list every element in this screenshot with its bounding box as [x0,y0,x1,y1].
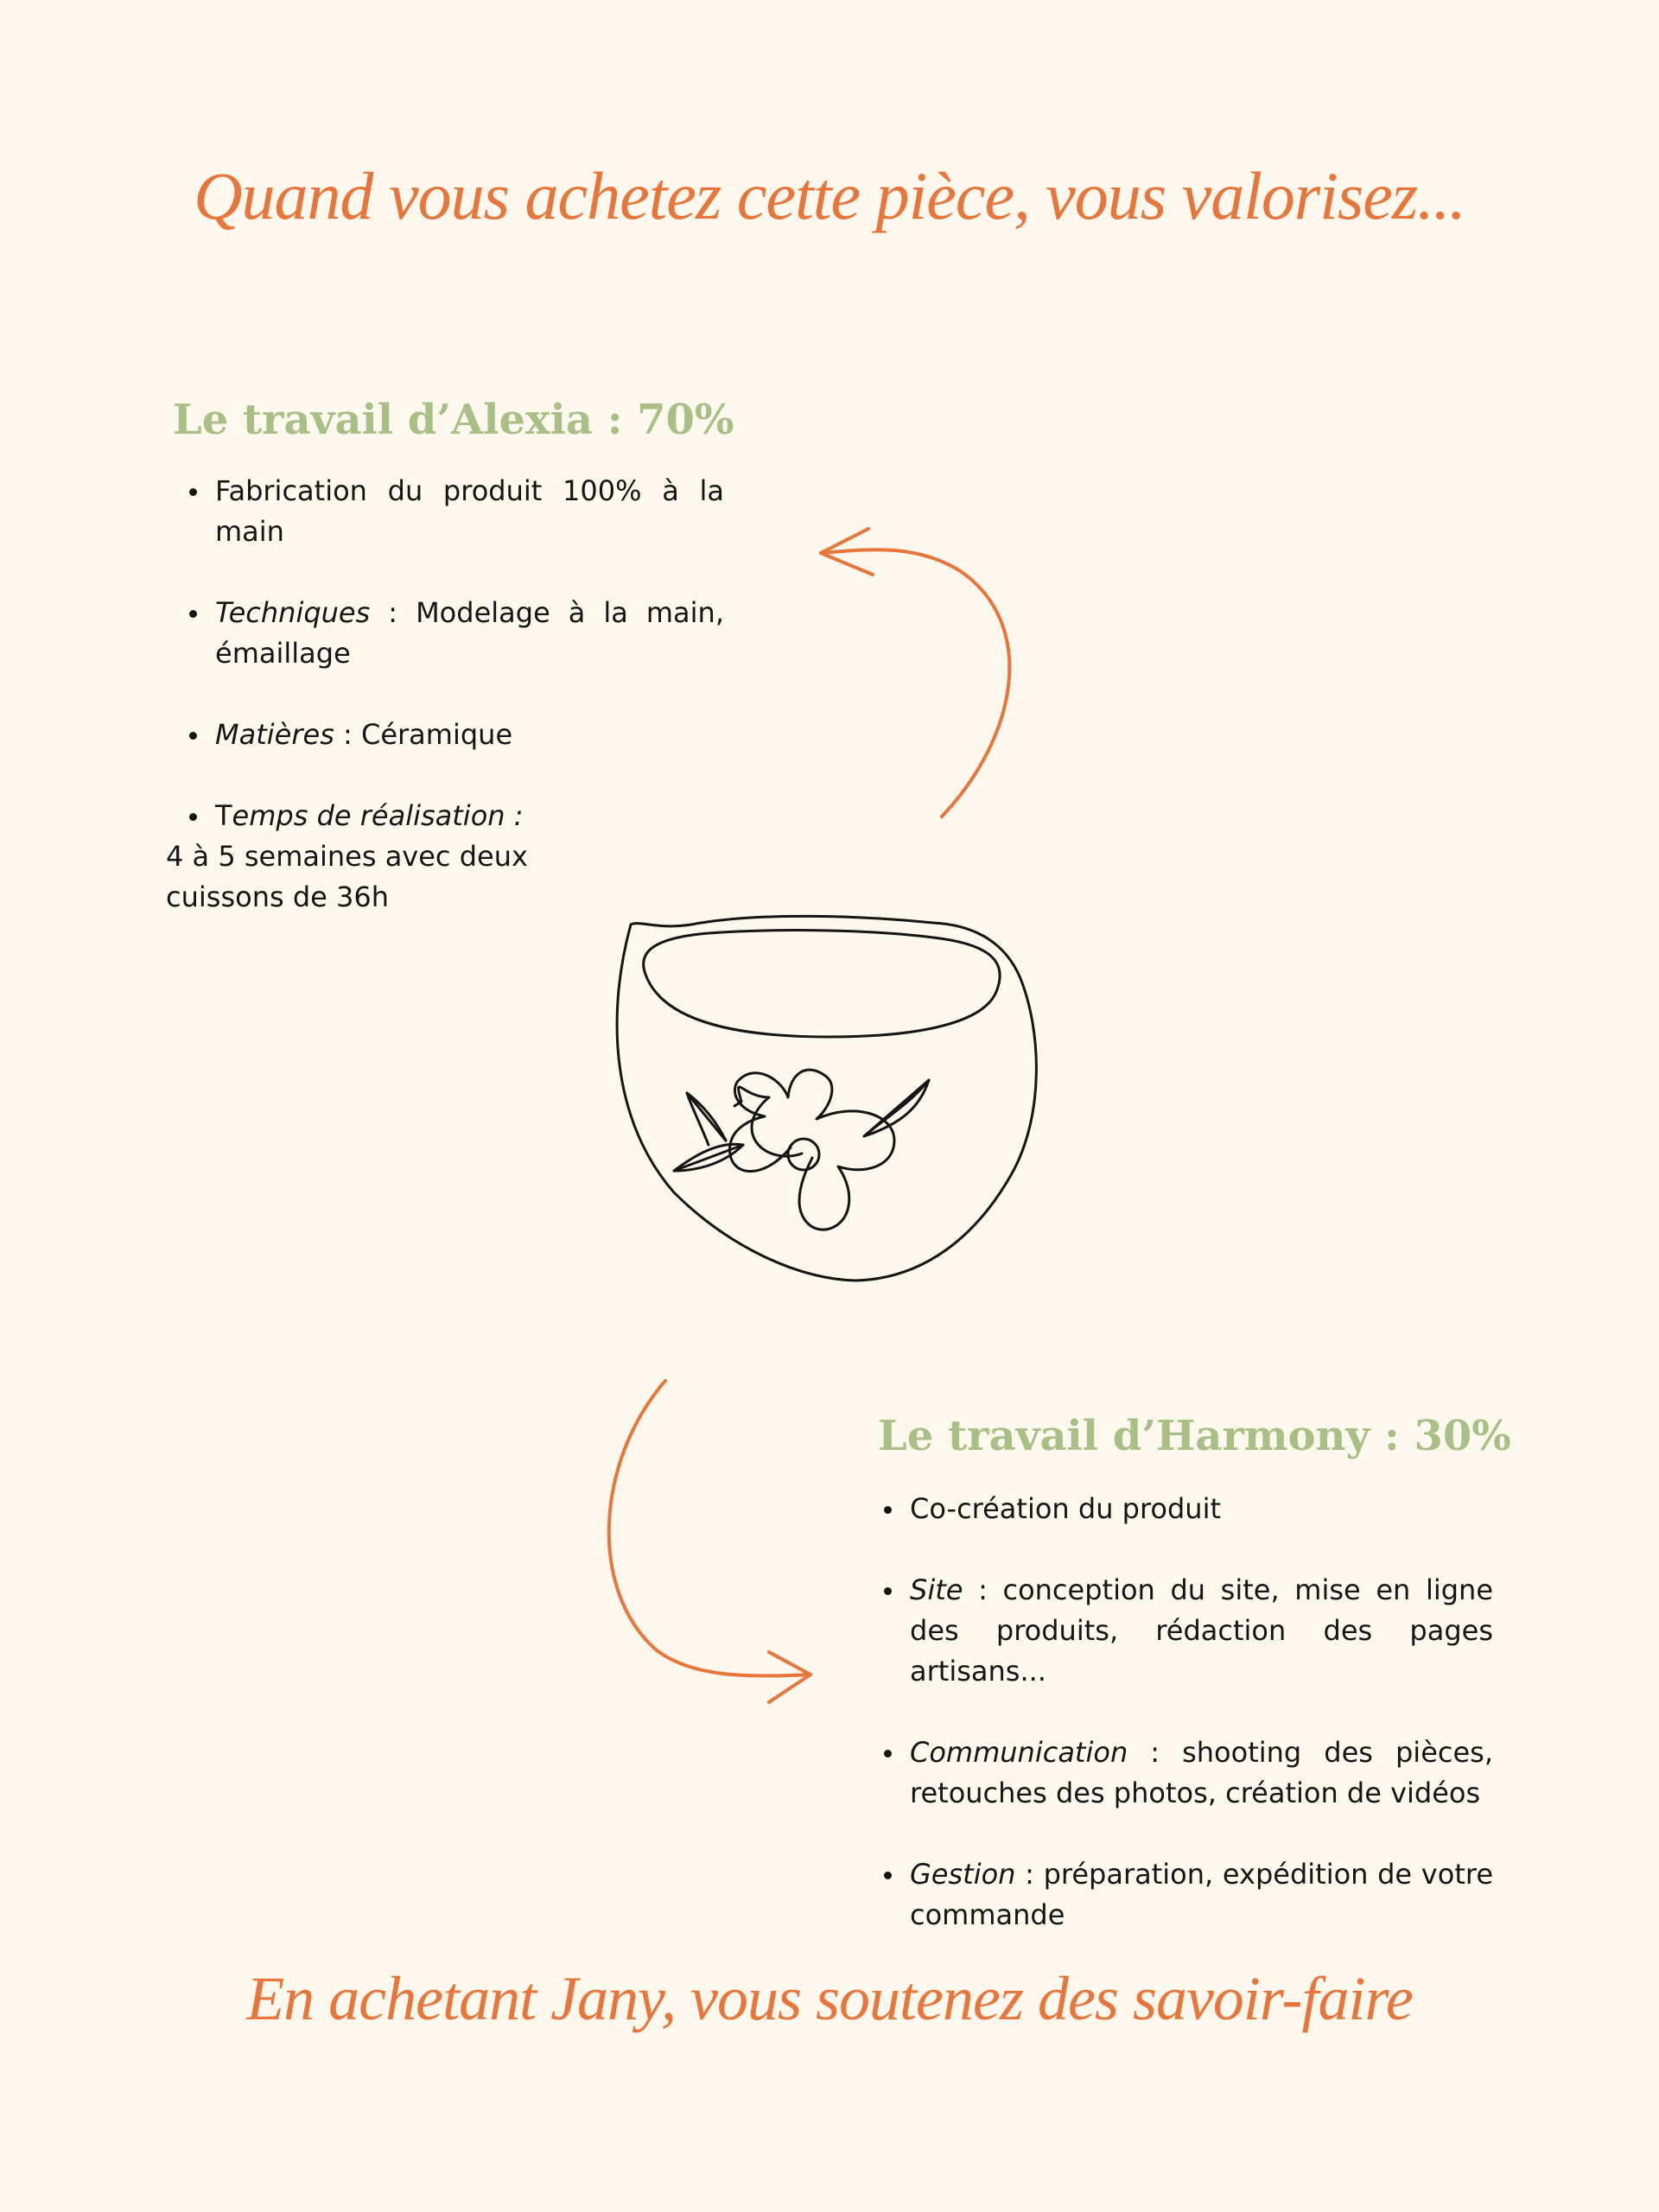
list-item: Techniques : Modelage à la main, émaillage [173,593,724,674]
page-title: Quand vous achetez cette pièce, vous valorisez... [194,158,1465,233]
harmony-heading: Le travail d’Harmony : 30% [878,1412,1511,1460]
list-item: Fabrication du produit 100% à la main [173,471,724,552]
list-item: Communication : shooting des pièces, retouches des photos, création de vidéos [868,1732,1493,1814]
alexia-heading: Le travail d’Alexia : 70% [173,396,734,444]
list-item: Matières : Céramique [173,715,724,755]
list-item: Gestion : préparation, expédition de votre commande [868,1854,1493,1936]
bowl-with-flower-icon [617,916,1036,1281]
list-item: Temps de réalisation : 4 à 5 semaines avec deux cuissons de 36h [173,796,724,918]
arrow-up-left-icon [821,529,1009,817]
list-item: Site : conception du site, mise en ligne des produits, rédaction des pages artisans... [868,1570,1493,1692]
list-item-text: 4 à 5 semaines avec deux cuissons de 36h [166,840,528,913]
arrow-down-right-icon [609,1381,810,1702]
footer-tagline: En achetant Jany, vous soutenez des savoir-faire [246,1964,1413,2033]
list-item: Co-création du produit [868,1489,1493,1529]
